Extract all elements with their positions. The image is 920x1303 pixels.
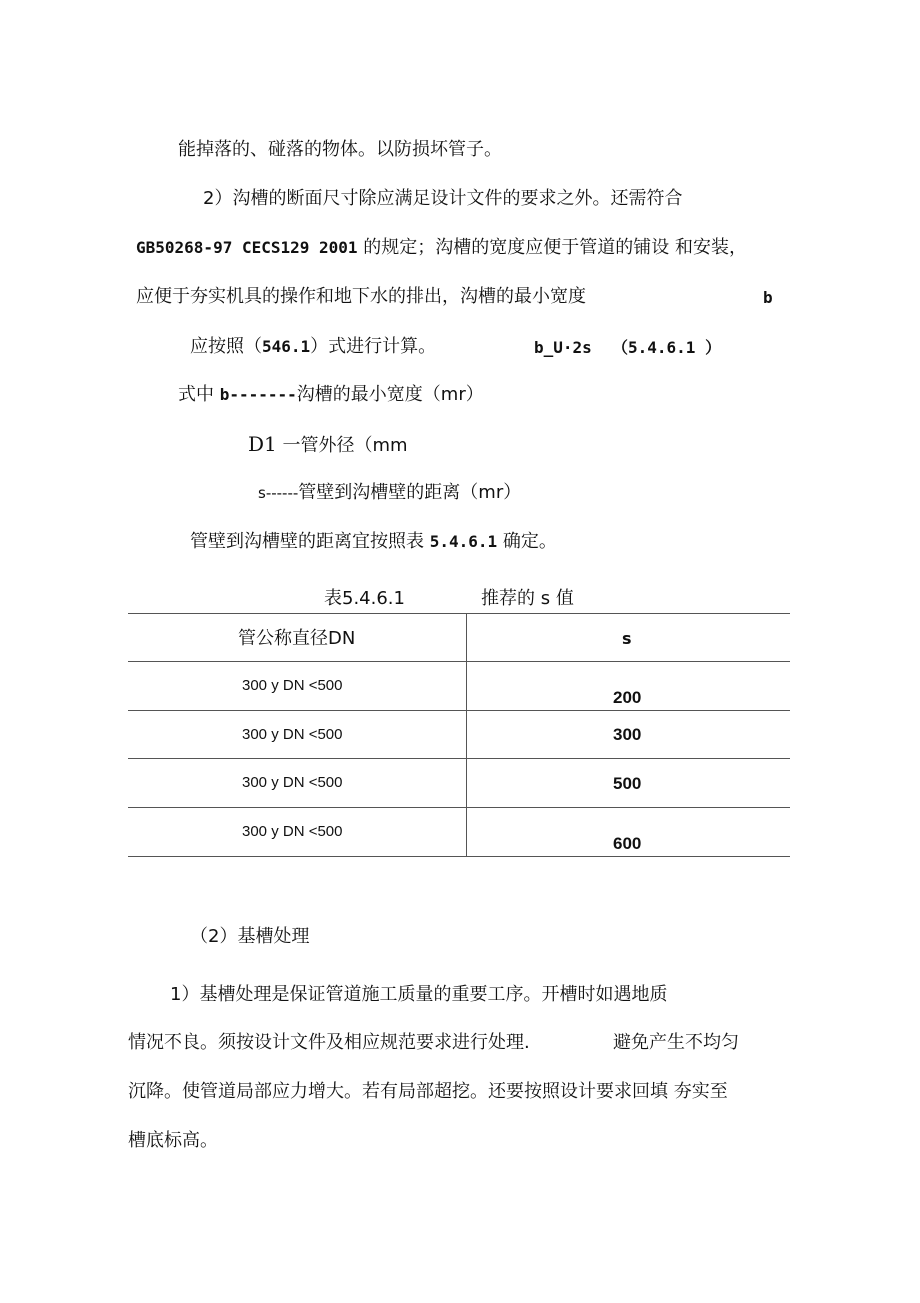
formula-number: （5.4.6.1 ） [612, 338, 722, 357]
paragraph-line-5-prefix: 应按照（ [190, 336, 262, 357]
definition-s [258, 481, 521, 505]
paragraph-line-1: 能掉落的、碰落的物体。以防损坏管子。 [178, 139, 502, 160]
paragraph-line-5 [190, 335, 436, 359]
section-line-4: 槽底标高。 [128, 1130, 218, 1151]
definition-b [178, 383, 484, 407]
paragraph-line-2: 2）沟槽的断面尺寸除应满足设计文件的要求之外。还需符合 [203, 188, 683, 209]
table-cell-s: 300 [613, 725, 642, 744]
table-cell-dn: 300 y DN <500 [242, 726, 343, 743]
definition-prefix: 式中 [178, 384, 220, 405]
paragraph-line-6 [190, 530, 557, 554]
table-caption-number: 表5.4.6.1 [324, 588, 405, 609]
table-rule [128, 807, 790, 808]
paragraph-line-3 [136, 236, 747, 260]
paragraph-line-4: 应便于夯实机具的操作和地下水的排出，沟槽的最小宽度 [136, 286, 586, 307]
table-rule [128, 710, 790, 711]
definition-b-symbol: b------- [219, 385, 297, 404]
section-line-2b: 避免产生不均匀 [613, 1032, 739, 1053]
definition-d1-text: 一管外径（mm [282, 435, 408, 456]
table-cell-s: 600 [613, 834, 642, 853]
table-cell-s: 200 [613, 688, 642, 707]
table-rule [128, 856, 790, 857]
paragraph-line-3-text: 的规定；沟槽的宽度应便于管道的铺设 和安装， [363, 237, 748, 258]
section-line-1: 1）基槽处理是保证管道施工质量的重要工序。开槽时如遇地质 [170, 984, 668, 1005]
definition-b-text: 沟槽的最小宽度（mr） [296, 384, 484, 405]
definition-s-text: 管壁到沟槽壁的距离（mr） [298, 482, 522, 503]
table-header-dn: 管公称直径DN [238, 628, 356, 649]
table-column-divider [466, 614, 467, 856]
table-rule [128, 661, 790, 662]
standard-code: GB50268-97 CECS129 2001 [136, 238, 358, 257]
formula-reference: 546.1 [262, 337, 311, 356]
definition-d1 [248, 432, 408, 458]
table-cell-s: 500 [613, 774, 642, 793]
paragraph-line-5-suffix: ）式进行计算。 [310, 336, 437, 357]
section-heading: （2）基槽处理 [190, 926, 310, 947]
paragraph-line-6-text: 管壁到沟槽壁的距离宜按照表 [190, 531, 424, 552]
definition-d1-symbol: D1 [248, 432, 277, 456]
section-line-2a: 情况不良。须按设计文件及相应规范要求进行处理. [128, 1032, 530, 1053]
formula: b_U·2s [534, 338, 592, 357]
table-rule [128, 758, 790, 759]
table-caption-title: 推荐的 s 值 [481, 588, 574, 609]
definition-s-symbol: s------ [258, 484, 299, 502]
table-cell-dn: 300 y DN <500 [242, 774, 343, 791]
table-cell-dn: 300 y DN <500 [242, 823, 343, 840]
paragraph-line-6-suffix: 确定。 [502, 531, 557, 552]
table-reference: 5.4.6.1 [429, 532, 498, 551]
section-line-3: 沉降。使管道局部应力增大。若有局部超挖。还要按照设计要求回填 夯实至 [128, 1081, 728, 1102]
table-rule [128, 613, 790, 614]
variable-b: b [763, 288, 773, 307]
table-cell-dn: 300 y DN <500 [242, 677, 343, 694]
table-header-s: s [622, 629, 632, 648]
